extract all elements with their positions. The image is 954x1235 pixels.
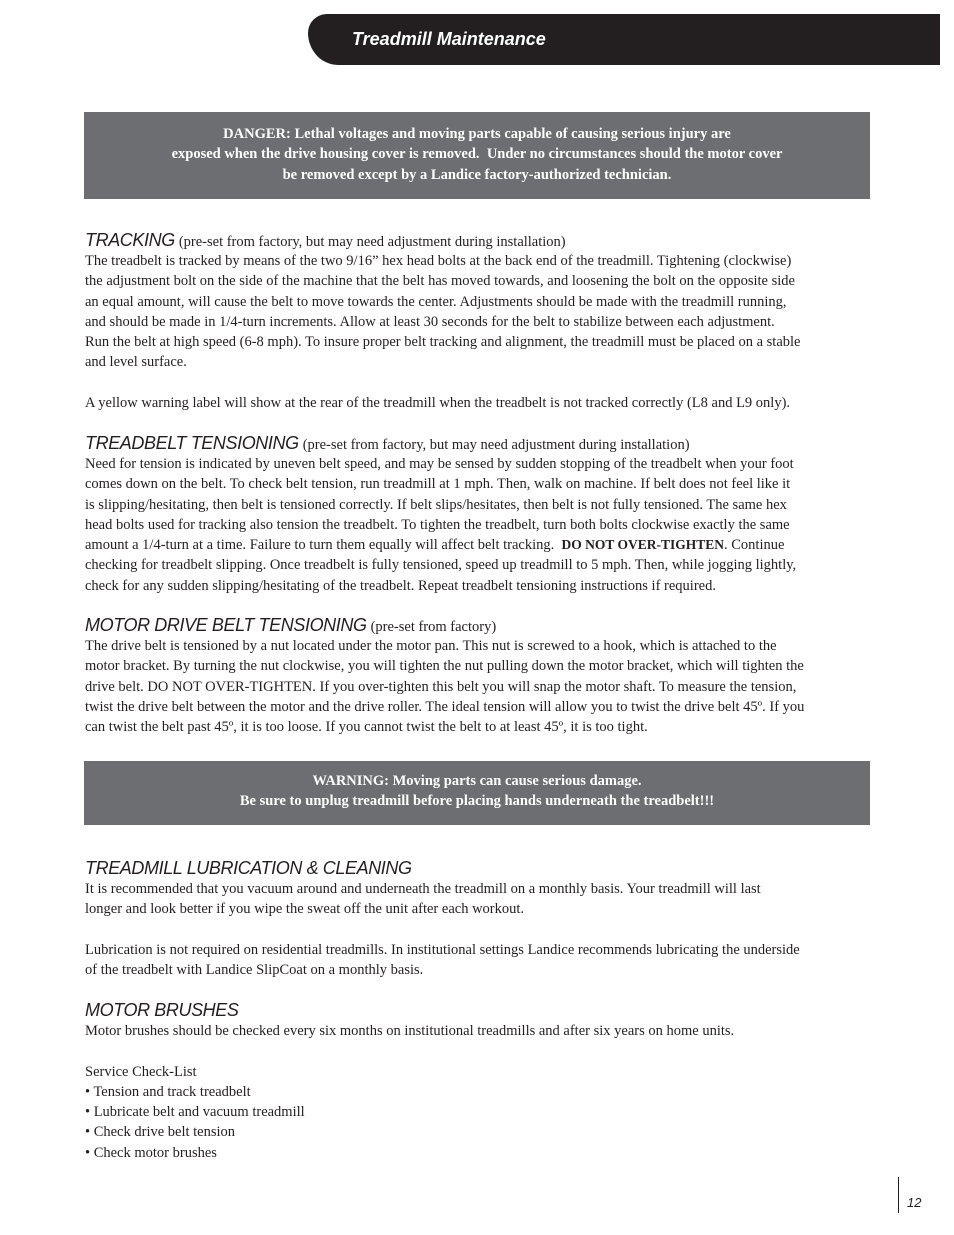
paragraph-line: It is recommended that you vacuum around and underneath the treadmill on a monthly basis. Your treadmill will last — [85, 881, 761, 897]
danger-line-2: exposed when the drive housing cover is removed. Under no circumstances should the motor cover — [171, 146, 783, 163]
paragraph-line: The drive belt is tensioned by a nut located under the motor pan. This nut is screwed to a hook, which is attached to the — [85, 638, 777, 654]
checklist-item: • Check drive belt tension — [85, 1124, 236, 1141]
checklist-item: • Tension and track treadbelt — [85, 1083, 251, 1100]
checklist-item: • Lubricate belt and vacuum treadmill — [85, 1104, 305, 1121]
danger-line-1: DANGER: Lethal voltages and moving parts capable of causing serious injury are — [223, 126, 731, 142]
paragraph-line: of the treadbelt with Landice SlipCoat on a monthly basis. — [85, 962, 424, 979]
paragraph-line: motor bracket. By turning the nut clockwise, you will tighten the nut pulling down the motor bracket, which will tighten the — [85, 658, 804, 675]
checklist-item: • Check motor brushes — [85, 1144, 217, 1161]
paragraph-line: checking for treadbelt slipping. Once treadbelt is fully tensioned, speed up treadmill to 5 mph. Then, while jogging lightly, — [85, 557, 797, 574]
page-number: 12 — [907, 1195, 922, 1210]
paragraph-line: and level surface. — [85, 354, 187, 371]
paragraph-line: amount a 1/4-turn at a time. Failure to turn them equally will affect belt tracking. DO NOT OVER-TIGHTEN. Continue — [85, 537, 785, 554]
motor-drive-section — [85, 614, 875, 737]
paragraph-line: comes down on the belt. To check belt tension, run treadmill at 1 mph. Then, walk on machine. If belt does not feel like it — [85, 476, 791, 493]
paragraph-line: is slipping/hesitating, then belt is tensioned correctly. If belt slips/hesitates, then belt is not fully tensioned. The same hex — [85, 496, 787, 513]
paragraph-line: Need for tension is indicated by uneven belt speed, and may be sensed by sudden stopping of the treadbelt when your foot — [85, 456, 794, 472]
page-number-rule — [898, 1177, 899, 1213]
tracking-warning-note: A yellow warning label will show at the rear of the treadmill when the treadbelt is not tracked correctly (L8 and L9 only). — [85, 395, 791, 412]
header-tab — [308, 14, 940, 65]
warning-banner — [84, 761, 870, 825]
paragraph-line: The treadbelt is tracked by means of the two 9/16” hex head bolts at the back end of the treadmill. Tightening (clockwise) — [85, 253, 792, 269]
tracking-section — [85, 229, 875, 413]
warning-line-1: WARNING: Moving parts can cause serious damage. — [312, 773, 642, 789]
paragraph-line: and should be made in 1/4-turn increments. Allow at least 30 seconds for the belt to stabilize between each adjustment. — [85, 313, 775, 330]
tracking-heading: TRACKING (pre-set from factory, but may need adjustment during installation) — [85, 230, 566, 250]
lubrication-section — [85, 857, 875, 980]
paragraph-line: check for any sudden slipping/hesitating of the treadbelt. Repeat treadbelt tensioning instructions if required. — [85, 577, 716, 594]
paragraph-line: Motor brushes should be checked every six months on institutional treadmills and after six years on home units. — [85, 1023, 735, 1039]
checklist-title: Service Check-List — [85, 1063, 197, 1080]
paragraph-line: the adjustment bolt on the side of the machine that the belt has moved towards, and loosening the bolt on the opposite side — [85, 273, 795, 290]
page-title: Treadmill Maintenance — [352, 29, 546, 49]
motor-drive-heading: MOTOR DRIVE BELT TENSIONING (pre-set from factory) — [85, 615, 497, 635]
danger-line-3: be removed except by a Landice factory-authorized technician. — [282, 166, 672, 183]
danger-banner — [84, 112, 870, 199]
brushes-section — [85, 999, 875, 1163]
paragraph-line: twist the drive belt between the motor and the drive roller. The ideal tension will allow you to twist the drive belt 45º. If you — [85, 698, 805, 715]
treadbelt-section — [85, 432, 875, 596]
paragraph-line: drive belt. DO NOT OVER-TIGHTEN. If you over-tighten this belt you will snap the motor shaft. To measure the tension, — [85, 678, 797, 695]
brushes-heading: MOTOR BRUSHES — [85, 1000, 239, 1020]
paragraph-line: Run the belt at high speed (6-8 mph). To insure proper belt tracking and alignment, the treadmill must be placed on a stable — [85, 334, 801, 351]
paragraph-line: an equal amount, will cause the belt to move towards the center. Adjustments should be made with the treadmill running, — [85, 293, 787, 310]
paragraph-line: head bolts used for tracking also tension the treadbelt. To tighten the treadbelt, turn both bolts clockwise exactly the same — [85, 516, 790, 533]
warning-line-2: Be sure to unplug treadmill before placing hands underneath the treadbelt!!! — [239, 793, 715, 810]
lubrication-heading: TREADMILL LUBRICATION & CLEANING — [85, 858, 412, 878]
paragraph-line: Lubrication is not required on residential treadmills. In institutional settings Landice recommends lubricating the underside — [85, 941, 800, 958]
paragraph-line: longer and look better if you wipe the sweat off the unit after each workout. — [85, 901, 525, 918]
paragraph-line: can twist the belt past 45º, it is too loose. If you cannot twist the belt to at least 45º, it is too tight. — [85, 719, 648, 736]
treadbelt-heading: TREADBELT TENSIONING (pre-set from factory, but may need adjustment during installation) — [85, 433, 690, 453]
